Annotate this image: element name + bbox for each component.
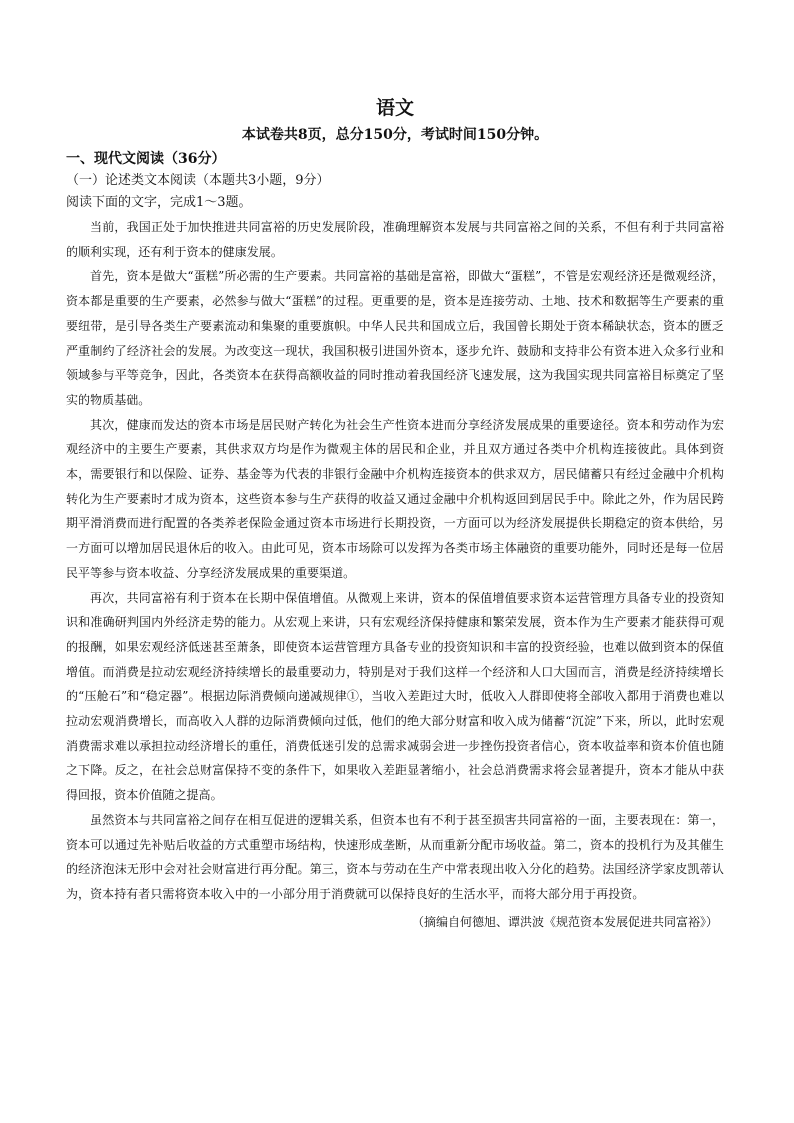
reading-instruction: 阅读下面的文字，完成1～3题。 xyxy=(66,195,252,210)
section-heading: 一、现代文阅读（36分） xyxy=(66,151,226,167)
passage-paragraph-2: 首先，资本是做大“蛋糕”所必需的生产要素。共同富裕的基础是富裕，即做大“蛋糕”，不管是宏观经济还是微观经济，资本都是重要的生产要素，必然参与做大“蛋糕”的过程。更重要的是，资本是连接劳动、土地、技术和数据等生产要素的重要纽带，是引导各类生产要素流动和集聚的重要旗帜。中华人民共和国成立后，我国曾长期处于资本稀缺状态，资本的匮乏严重制约了经济社会的发展。为改变这一现状，我国积极引进国外资本，逐步允许、鼓励和支持非公有资本进入众多行业和领域参与平等竞争，因此，各类资本在获得高额收益的同时推动着我国经济飞速发展，这为我国实现共同富裕目标奠定了坚实的物质基础。 xyxy=(66,269,724,407)
passage-paragraph-1: 当前，我国正处于加快推进共同富裕的历史发展阶段，准确理解资本发展与共同富裕之间的关系，不但有利于共同富裕的顺利实现，还有利于资本的健康发展。 xyxy=(66,220,724,259)
passage-paragraph-4: 再次，共同富裕有利于资本在长期中保值增值。从微观上来讲，资本的保值增值要求资本运营管理方具备专业的投资知识和准确研判国内外经济走势的能力。从宏观上来讲，只有宏观经济保持健康和繁荣发展，资本作为生产要素才能获得可观的报酬，如果宏观经济低迷甚至萧条，即使资本运营管理方具备专业的投资知识和丰富的投资经验，也难以做到资本的保值增值。而消费是拉动宏观经济持续增长的最重要动力，特别是对于我们这样一个经济和人口大国而言，消费是经济持续增长的“压舱石”和“稳定器”。根据边际消费倾向递减规律①，当收入差距过大时，低收入人群即使将全部收入都用于消费也难以拉动宏观消费增长，而高收入人群的边际消费倾向过低，他们的绝大部分财富和收入成为储蓄“沉淀”下来，所以，此时宏观消费需求难以承担拉动经济增长的重任，消费低迷引发的总需求减弱会进一步挫伤投资者信心，资本收益率和资本价值也随之下降。反之，在社会总财富保持不变的条件下，如果收入差距显著缩小，社会总消费需求将会显著提升，资本才能从中获得回报，资本价值随之提高。 xyxy=(66,590,724,803)
passage-source: （摘编自何德旭、谭洪波《规范资本发展促进共同富裕》） xyxy=(411,914,718,929)
page-title: 语文 xyxy=(375,97,414,119)
exam-info: 本试卷共8页，总分150分，考试时间150分钟。 xyxy=(241,127,549,143)
passage-paragraph-5: 虽然资本与共同富裕之间存在相互促进的逻辑关系，但资本也有不利于甚至损害共同富裕的一面，主要表现在：第一，资本可以通过先补贴后收益的方式重塑市场结构，快速形成垄断，从而重新分配市场收益。第二，资本的投机行为及其催生的经济泡沫无形中会对社会财富进行再分配。第三，资本与劳动在生产中常表现出收入分化的趋势。法国经济学家皮凯蒂认为，资本持有者只需将资本收入中的一小部分用于消费就可以保持良好的生活水平，而将大部分用于再投资。 xyxy=(66,812,724,901)
sub-section-heading: （一）论述类文本阅读（本题共3小题，9分） xyxy=(66,173,330,188)
passage-paragraph-3: 其次，健康而发达的资本市场是居民财产转化为社会生产性资本进而分享经济发展成果的重要途径。资本和劳动作为宏观经济中的主要生产要素，其供求双方均是作为微观主体的居民和企业，并且双方通过各类中介机构连接彼此。具体到资本，需要银行和以保险、证券、基金等为代表的非银行金融中介机构连接资本的供求双方，居民储蓄只有经过金融中介机构转化为生产要素时才成为资本，这些资本参与生产获得的收益又通过金融中介机构返回到居民手中。除此之外，作为居民跨期平滑消费而进行配置的各类养老保险金通过资本市场进行长期投资，一方面可以为经济发展提供长期稳定的资本供给，另一方面可以增加居民退休后的收入。由此可见，资本市场除可以发挥为各类市场主体融资的重要功能外，同时还是每一位居民平等参与资本收益、分享经济发展成果的重要渠道。 xyxy=(66,417,724,580)
